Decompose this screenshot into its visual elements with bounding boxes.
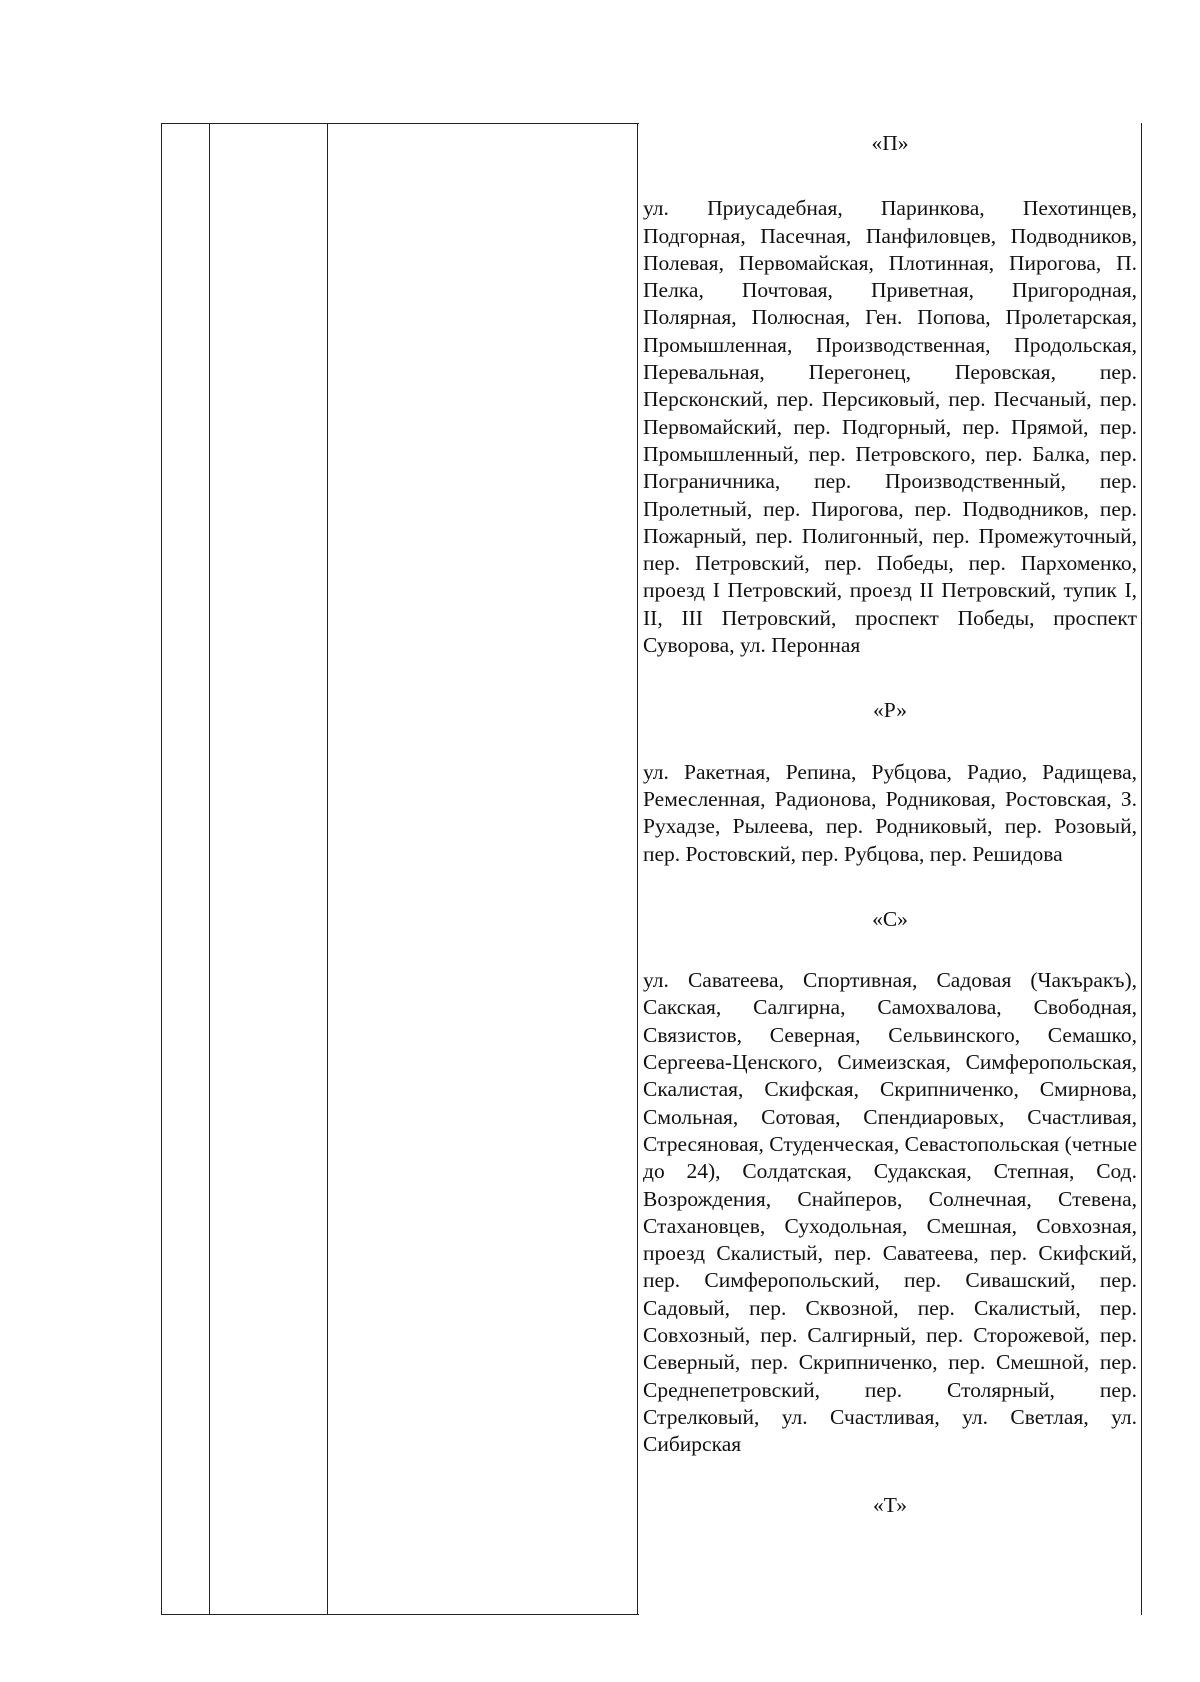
section-letter-heading: «Т» bbox=[872, 1493, 908, 1518]
section-letter-heading: «П» bbox=[871, 131, 909, 155]
section-r bbox=[643, 697, 1137, 867]
section-letter-heading: «Р» bbox=[873, 698, 907, 723]
section-letter-heading: «С» bbox=[872, 906, 908, 931]
column-divider bbox=[327, 124, 328, 1614]
table-right-border bbox=[1141, 123, 1142, 1615]
street-list: ул. Ракетная, Репина, Рубцова, Радио, Радищева, Ремесленная, Радионова, Родниковая, Ростовская, З. Рухадзе, Рылеева, пер. Родниковый, пер. Розовый, пер. Ростовский, пер. Рубцова, пер. Решидова bbox=[643, 759, 1137, 866]
section-t bbox=[643, 1492, 1137, 1519]
section-p bbox=[643, 130, 1137, 659]
column-divider bbox=[637, 124, 638, 1614]
table-empty-columns bbox=[161, 123, 639, 1615]
street-list: ул. Саватеева, Спортивная, Садовая (Чакъракъ), Сакская, Салгирна, Самохвалова, Свободная, Связистов, Северная, Сельвинского, Семашко, Сергеева-Ценского, Симеизская, Симферопольская, Скалистая, Скифская, Скрипниченко, Смирнова, Смольная, Сотовая, Спендиаровых, Счастливая, Стресяновая, Студенческая, Севастопольская (четные до 24), Солдатская, Судакская, Степная, Сод. Возрождения, Снайперов, Солнечная, Стевена, Стахановцев, Суходольная, Смешная, Совхозная, проезд Скалистый, пер. Саватеева, пер. Скифский, пер. Симферопольский, пер. Сивашский, пер. Садовый, пер. Сквозной, пер. Скалистый, пер. Совхозный, пер. Салгирный, пер. Сторожевой, пер. Северный, пер. Скрипниченко, пер. Смешной, пер. Среднепетровский, пер. Столярный, пер. Стрелковый, ул. Счастливая, ул. Светлая, ул. Сибирская bbox=[643, 968, 1137, 1457]
section-s bbox=[643, 906, 1137, 1459]
street-list: ул. Приусадебная, Паринкова, Пехотинцев, Подгорная, Пасечная, Панфиловцев, Подводников, Полевая, Первомайская, Плотинная, Пирогова, П. Пелка, Почтовая, Приветная, Пригородная, Полярная, Полюсная, Ген. Попова, Пролетарская, Промышленная, Производственная, Продольская, Перевальная, Перегонец, Перовская, пер. Персконский, пер. Персиковый, пер. Песчаный, пер. Первомайский, пер. Подгорный, пер. Прямой, пер. Промышленный, пер. Петровского, пер. Балка, пер. Пограничника, пер. Производственный, пер. Пролетный, пер. Пирогова, пер. Подводников, пер. Пожарный, пер. Полигонный, пер. Промежуточный, пер. Петровский, пер. Победы, пер. Пархоменко, проезд I Петровский, проезд II Петровский, тупик I, II, III Петровский, проспект Победы, проспект Суворова, ул. Перонная bbox=[643, 196, 1137, 658]
streets-column bbox=[643, 130, 1137, 1520]
column-divider bbox=[209, 124, 210, 1614]
